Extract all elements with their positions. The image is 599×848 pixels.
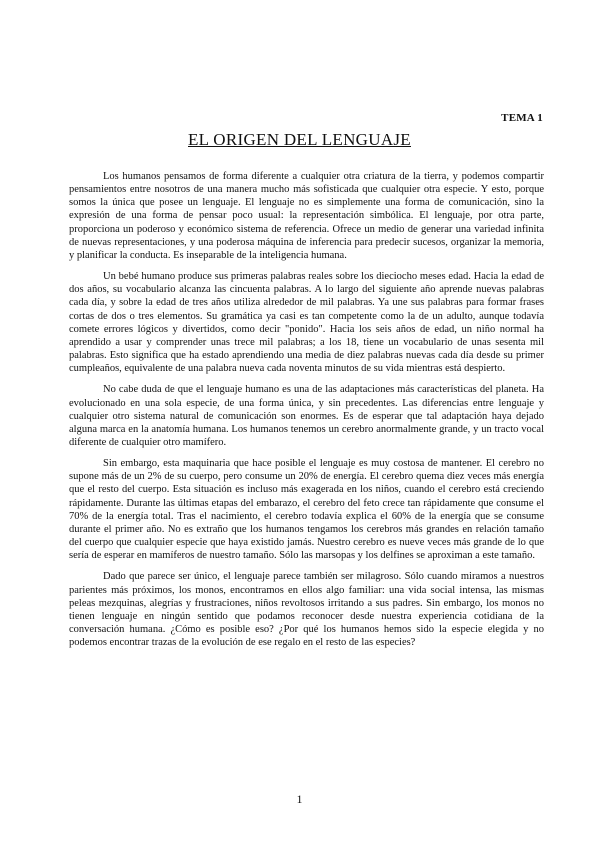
paragraph-5: Dado que parece ser único, el lenguaje parece también ser milagroso. Sólo cuando miramos a nuestros parientes más próximos, los monos, encontramos en ellos algo familiar: una vida social intensa, las mismas peleas mezquinas, alegrías y frustraciones, niños revoltosos irritando a sus padres. Sin embargo, los monos no tienen lenguaje en ningún sentido que podamos reconocer desde nuestra experiencia cotidiana de la conversación humana. ¿Cómo es posible eso? ¿Por qué los humanos hemos sido la especie elegida y no podemos encontrar trazas de la evolución de ese regalo en el resto de las especies? (69, 571, 544, 649)
paragraph-3: No cabe duda de que el lenguaje humano es una de las adaptaciones más características del planeta. Ha evolucionado en una sola especie, de una forma única, y sin precedentes. Las diferencias entre lenguaje y cualquier otro sistema natural de comunicación son enormes. Es de esperar que tal adaptación haya dejado alguna marca en la anatomía humana. Los humanos tenemos un cerebro anormalmente grande, y un tracto vocal diferente de cualquier otro mamífero. (69, 384, 544, 448)
document-body (69, 170, 544, 657)
paragraph-1: Los humanos pensamos de forma diferente a cualquier otra criatura de la tierra, y podemos compartir pensamientos entre nosotros de una manera mucho más sofisticada que cualquier otra especie. Y esto, porque somos la única que posee un lenguaje. El lenguaje no es simplemente una forma de comunicación, sino la expresión de una forma de pensar poco usual: la representación simbólica. El lenguaje, por otra parte, proporciona un poderoso y económico sistema de referencia. Ofrece un medio de generar una variedad infinita de nuevas representaciones, y una poderosa máquina de inferencia para predecir sucesos, organizar la memoria, y planificar la conducta. Es inseparable de la inteligencia humana. (69, 171, 544, 261)
page-title: EL ORIGEN DEL LENGUAJE (188, 130, 411, 149)
paragraph-2: Un bebé humano produce sus primeras palabras reales sobre los dieciocho meses edad. Hacia la edad de dos años, su vocabulario alcanza las cincuenta palabras. A lo largo del siguiente año aprende nuevas palabras cada día, y sobre la edad de tres años utiliza alrededor de mil palabras. Ya une sus palabras para formar frases cortas de dos o tres elementos. Su gramática ya casi es tan competente como la de un adulto, aunque todavía comete errores lógicos y divertidos, como decir "ponido". Hacia los seis años de edad, un niño normal ha aprendido a usar y comprender unas trece mil palabras; a los 18, tiene un vocabulario de unas sesenta mil palabras. Esto significa que ha estado aprendiendo una media de diez palabras nuevas cada día desde su primer cumpleaños, equivalente de una palabra nueva cada noventa minutos de su vida mientras está despierto. (69, 271, 544, 375)
paragraph-4: Sin embargo, esta maquinaria que hace posible el lenguaje es muy costosa de mantener. El cerebro no supone más de un 2% de su cuerpo, pero consume un 20% de energía. El cerebro quema diez veces más energía que el resto del cuerpo. Esta situación es incluso más exagerada en los niños, cuando el cerebro está creciendo rápidamente. Durante las últimas etapas del embarazo, el cerebro del feto crece tan rápidamente que consume el 70% de la energía total. Tras el nacimiento, el cerebro todavía explica el 60% de la energía que se consume durante el primer año. No es extraño que los humanos tengamos los cerebros más grandes en relación tamaño del cuerpo que cualquier especie que haya existido jamás. Nuestro cerebro es nueve veces más grande de lo que sería de esperar en mamíferos de nuestro tamaño. Sólo las marsopas y los delfines se aproximan a este tamaño. (69, 458, 544, 562)
topic-label: TEMA 1 (501, 112, 543, 124)
page-number: 1 (296, 792, 303, 806)
